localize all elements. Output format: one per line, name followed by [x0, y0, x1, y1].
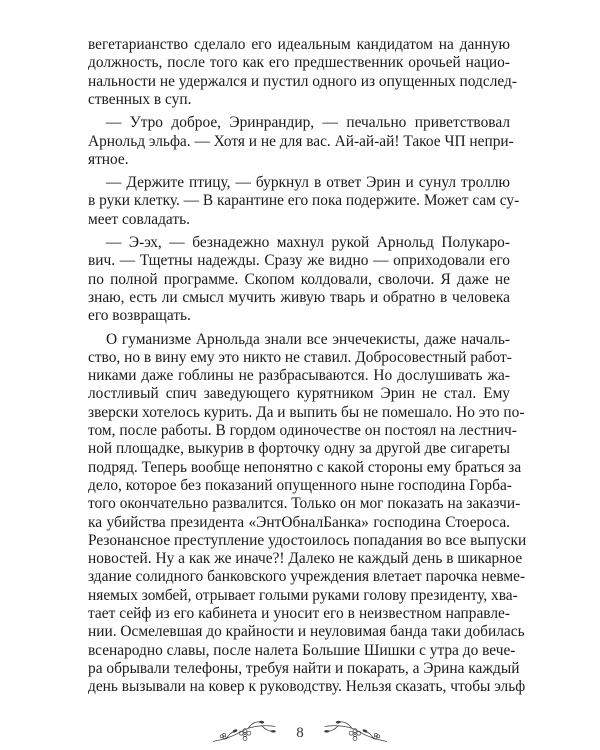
text-line: ной площадке, выкурив в форточку одну за другой две сигареты: [88, 440, 510, 458]
text-line: новостей. Ну а как же иначе?! Далеко не каждый день в шикарное: [88, 550, 523, 568]
text-line: знаю, есть ли смысл мучить живую тварь и обратно в человека: [88, 288, 510, 306]
text-line: — Э-эх, — безнадежно махнул рукой Арнольд Полукаро-: [106, 234, 510, 251]
text-line: О гуманизме Арнольда знали все энчечекисты, даже началь-: [106, 330, 510, 348]
text-line: вегетарианство сделало его идеальным кандидатом на данную: [88, 36, 510, 53]
text-line: должность, после того как его предшественник орочьей нацио-: [88, 54, 510, 72]
text-line: зверски хотелось курить. Да и выпить бы не помешало. Но это по-: [88, 403, 525, 421]
text-line: Резонансное преступление удостоилось попадания во все выпуски: [88, 531, 527, 549]
page-number: 8: [296, 725, 304, 741]
text-line: всенародно славы, после налета Большие Шишки с утра до вече-: [88, 641, 516, 659]
floral-ornament-icon: [205, 718, 285, 748]
text-line: вич. — Тщетны надежды. Сразу же видно — оприходовали его: [88, 252, 510, 270]
text-line: нии. Осмелевшая до крайности и неуловимая банда таки добилась: [88, 623, 525, 641]
text-line: ра обрывали телефоны, требуя найти и покарать, а Эрина каждый: [88, 659, 520, 677]
text-line: том, после работы. В гордом одиночестве он постоял на лестнич-: [88, 422, 517, 439]
text-line: подряд. Теперь вообще непонятно с какой стороны ему браться за: [88, 458, 522, 476]
text-line: нальности не удержался и пустил одного из опущенных подслед-: [88, 72, 517, 90]
text-line: ство, но в вину ему это никто не ставил. Добросовестный работ-: [88, 348, 512, 366]
text-line: дело, которое без показаний опущенного ныне господина Горба-: [88, 476, 512, 494]
floral-ornament-icon: [315, 718, 395, 748]
text-line: никами даже гоблины не разбрасываются. Но дослушивать жа-: [88, 367, 510, 385]
text-line: в руки клетку. — В карантине его пока подержите. Может сам су-: [88, 192, 520, 210]
text-line: по полной программе. Скопом колдовали, сволочи. Я даже не: [88, 270, 510, 288]
text-line: его возвращать.: [88, 307, 191, 325]
text-line: Арнольд эльфа. — Хотя и не для вас. Ай-ай-ай! Такое ЧП непри-: [88, 132, 514, 150]
text-line: ственных в суп.: [88, 90, 192, 108]
text-line: ятное.: [88, 150, 129, 168]
text-line: лостливый спич заведующего курятником Эрин не стал. Ему: [88, 385, 510, 403]
text-line: ка убийства президента «ЭнтОбналБанка» господина Стоероса.: [88, 513, 510, 531]
page-footer: [0, 718, 600, 750]
text-line: меет совладать.: [88, 210, 190, 228]
text-line: того окончательно развалится. Только он мог показать на заказчи-: [88, 495, 521, 513]
text-line: день вызывали на ковер к руководству. Нельзя сказать, чтобы эльф: [88, 678, 526, 696]
text-line: няемых зомбей, отрывает голыми руками голову президенту, хва-: [88, 586, 518, 604]
text-line: здание солидного банковского учреждения влетает парочка невме-: [88, 568, 526, 586]
text-line: — Держите птицу, — буркнул в ответ Эрин и сунул троллю: [106, 174, 510, 192]
text-line: — Утро доброе, Эринрандир, — печально приветствовал: [106, 114, 510, 132]
text-line: тает сейф из его кабинета и уносит его в неизвестном направле-: [88, 605, 510, 622]
